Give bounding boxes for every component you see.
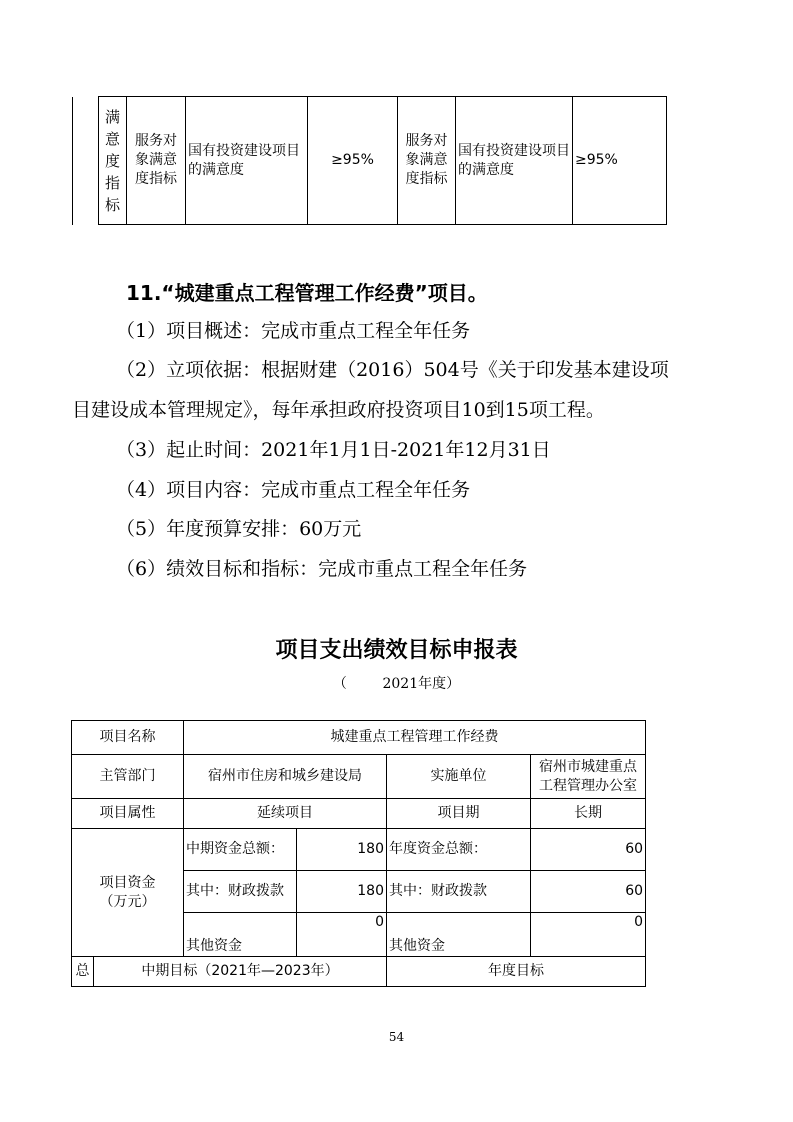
mid-total-value: 180 — [297, 829, 387, 871]
funds-label-text: 项目资金（万元） — [99, 874, 156, 910]
dept-label: 主管部门 — [72, 755, 184, 799]
year-fiscal-value: 60 — [531, 871, 646, 913]
top-indicator-table — [72, 96, 667, 225]
year-goal-label: 年度目标 — [387, 957, 646, 987]
right-value-cell: ≥95% — [573, 97, 667, 225]
impl-label: 实施单位 — [387, 755, 531, 799]
year-total-value: 60 — [531, 829, 646, 871]
paragraph-goals: （6）绩效目标和指标：完成市重点工程全年任务 — [116, 558, 528, 580]
year-total-label: 年度资金总额： — [387, 829, 531, 871]
paragraph-budget: （5）年度预算安排：60万元 — [116, 518, 362, 540]
category-cell — [99, 97, 127, 225]
performance-goal-table — [71, 720, 646, 987]
form-subtitle: （ 2021年度） — [332, 676, 461, 692]
paragraph-content: （4）项目内容：完成市重点工程全年任务 — [116, 479, 471, 501]
paragraph-basis-line1: （2）立项依据：根据财建（2016）504号《关于印发基本建设项 — [116, 359, 669, 381]
project-name-label: 项目名称 — [72, 721, 184, 755]
left-value-cell: ≥95% — [308, 97, 398, 225]
left-indicator-cell: 服务对象满意度指标 — [127, 97, 186, 225]
dept-value: 宿州市住房和城乡建设局 — [184, 755, 387, 799]
section-heading: 11.“城建重点工程管理工作经费”项目。 — [126, 281, 488, 305]
paragraph-period: （3）起止时间：2021年1月1日-2021年12月31日 — [116, 439, 551, 461]
goal-column-label: 总 — [72, 957, 94, 987]
mid-total-label: 中期资金总额： — [184, 829, 297, 871]
mid-goal-label: 中期目标（2021年—2023年） — [94, 957, 387, 987]
form-title: 项目支出绩效目标申报表 — [275, 638, 518, 663]
year-other-value: 0 — [531, 913, 646, 957]
attr-label: 项目属性 — [72, 799, 184, 829]
mid-other-label: 其他资金 — [184, 913, 297, 957]
left-blank-cell — [73, 97, 99, 225]
mid-fiscal-label: 其中：财政拨款 — [184, 871, 297, 913]
right-item-cell: 国有投资建设项目的满意度 — [456, 97, 573, 225]
right-indicator-cell: 服务对象满意度指标 — [398, 97, 456, 225]
mid-fiscal-value: 180 — [297, 871, 387, 913]
left-item-cell: 国有投资建设项目的满意度 — [186, 97, 308, 225]
period-label: 项目期 — [387, 799, 531, 829]
attr-value: 延续项目 — [184, 799, 387, 829]
paragraph-overview: （1）项目概述：完成市重点工程全年任务 — [116, 320, 471, 342]
year-fiscal-label: 其中：财政拨款 — [387, 871, 531, 913]
funds-label — [72, 829, 184, 957]
mid-other-value: 0 — [297, 913, 387, 957]
paragraph-basis-line2: 目建设成本管理规定》，每年承担政府投资项目10到15项工程。 — [72, 399, 605, 421]
project-name-value: 城建重点工程管理工作经费 — [184, 721, 646, 755]
period-value: 长期 — [531, 799, 646, 829]
impl-value: 宿州市城建重点工程管理办公室 — [531, 755, 646, 799]
page-number: 54 — [388, 1030, 405, 1044]
category-text: 满意度指标 — [104, 107, 120, 214]
year-other-label: 其他资金 — [387, 913, 531, 957]
